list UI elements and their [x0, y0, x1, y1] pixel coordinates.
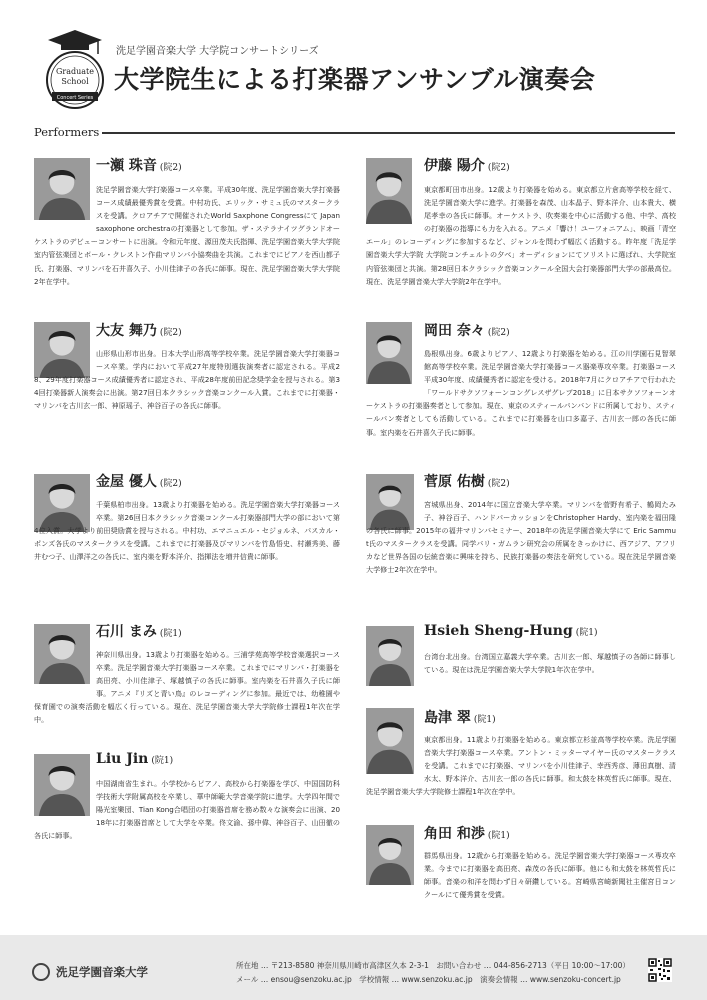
concert-series-label: 洗足学園音楽大学 大学院コンサートシリーズ — [116, 46, 319, 57]
university-name: 洗足学園音楽大学 — [56, 965, 148, 979]
photo-wrap-spacer — [366, 498, 424, 524]
graduate-school-logo — [44, 28, 106, 112]
performer-bio: 神奈川県出身。13歳より打楽器を始める。三浦学苑高等学校音楽選択コース卒業。洗足学園音楽大学打楽器コース卒業。これまでにマリンバ・打楽器を高田亮、小川佳津子、塚越慎子の各氏に師事。室内楽を石井喜久子氏に師事。アニメ『リズと青い鳥』のレコーディングに参加。最近では、幼稚園や保育園での演奏活動を幅広く行っている。現在、洗足学園音楽大学大学院修士課程1年次在学中。 — [34, 650, 340, 725]
university-logo-icon — [32, 963, 50, 981]
contact-info: 所在地 … 〒213-8580 神奈川県川崎市高津区久本 2-3-1 お問い合わせ … 044-856-2713（平日 10:00〜17:00） — [236, 961, 630, 970]
photo-wrap-spacer — [366, 347, 424, 386]
performer-name: 伊藤 陽介 (院2) — [424, 158, 510, 174]
svg-text:Concert Series: Concert Series — [56, 95, 94, 101]
performer-bio: 島根県出身。6歳よりピアノ、12歳より打楽器を始める。江の川学園石見智翠館高等学校卒業。洗足学園音楽大学打楽器コース器楽専攻卒業。打楽器コース平成30年度、成績優秀者に認定を受ける。2018年7月にクロアチアで行われた「ワールドサクソフォーンコングレスザグレブ2018」に日本サクソフォーンオーケストラの打楽器奏者として参加。現在、東京のスティールパンバンドに所属しており、スティールパン奏者としても活動している。これまでに打楽器を山口多嘉子、古川玄一郎の各氏に師事。室内楽を石井喜久子氏に師事。 — [366, 349, 676, 437]
web-info: メール … ensou@senzoku.ac.jp 学校情報 … www.senzoku.ac.jp 演奏会情報 … www.senzoku-concert.jp — [236, 975, 621, 984]
section-label: Performers — [34, 125, 100, 139]
photo-wrap-spacer — [366, 733, 424, 772]
photo-wrap-spacer — [34, 648, 96, 687]
performer-name: Liu Jin (院1) — [96, 751, 174, 767]
photo-wrap-spacer — [366, 849, 424, 888]
performer-bio: 宮城県出身、2014年に国立音楽大学卒業。マリンバを菅野有希子、鶴岡たみ子、神谷百子、ハンドパーカッションをChristopher Hardy、室内楽を福田隆の各氏に師事。2015年の福井マリンバセミナー、2018年の洗足学園音楽大学にて Eric Sammut氏のマスタークラスを受講。同学バリ・ガムラン研究会の所属をきっかけに、西アジア、アフリカなど世界各国の伝統音楽に興味を持ち、民族打楽器の奏法を研究している。現在洗足学園音楽大学修士2年次在学中。 — [366, 500, 676, 575]
performer-bio: 千葉県柏市出身。13歳より打楽器を始める。洗足学園音楽大学打楽器コース卒業。第26回日本クラシック音楽コンクール打楽器部門大学の部において第4位入賞。大学より前田奨励賞を授与される。中村功、エマニュエル・セジョルネ、パスカル・ポンズ各氏のマスタークラスを受講。これまでに打楽器及びマリンバを竹島悟史、村瀬秀美、藤井むつ子、山澤洋之の各氏に、室内楽を野本洋介、指揮法を増井信貴に師事。 — [34, 500, 340, 562]
performer-name: Hsieh Sheng-Hung (院1) — [424, 623, 598, 639]
page-title: 大学院生による打楽器アンサンブル演奏会 — [114, 65, 596, 94]
performer-bio: 群馬県出身。12歳から打楽器を始める。洗足学園音楽大学打楽器コース専攻卒業。今までに打楽器を高田亮、森茂の各氏に師事。他にも和太鼓を林英哲氏に師事。音楽の和洋を問わず日々研鑽している。宮崎県宮崎新聞社主催宮日コンクールにて優秀賞を受賞。 — [366, 849, 676, 901]
performer-name: 角田 和渉 (院1) — [424, 826, 510, 842]
section-divider — [102, 132, 675, 134]
performer-name: 大友 舞乃 (院2) — [96, 323, 182, 339]
footer — [0, 935, 707, 1000]
photo-wrap-spacer — [34, 498, 96, 524]
performer-bio: 中国湖南省生まれ。小学校からピアノ、高校から打楽器を学び、中国国防科学技術大学附属高校を卒業し、華中師範大学音楽学院に進学。大学四年間で陽光室樂団、Tian Kong合唱団の打楽器首席を務め数々な演奏会に出演、2018年に打楽器首席として大学を卒業。佟文渝、孫中偉、神谷百子、山田徹の各氏に師事。 — [34, 779, 340, 841]
photo-wrap-spacer — [34, 777, 96, 816]
performer-name: 岡田 奈々 (院2) — [424, 323, 510, 339]
performer-bio: 東京都町田市出身。12歳より打楽器を始める。東京都立片倉高等学校を経て、洗足学園音楽大学に進学。打楽器を森茂、山本晶子、野本洋介、山本貴大、横尾孝幸の各氏に師事。オーケストラ、吹奏楽を中心に活動する他、中学、高校の打楽器の指導にも力を入れる。アニメ「響け！ユーフォニアム」、映画「青空エール」のレコーディングに参加するなど、ジャンルを問わず幅広く活動する。昨年度「洗足学園音楽大学大学院 大学院コンチェルトの夕べ」オーディションにてソリストに選ばれ、大学院室内管弦楽団と共演。第28回日本クラシック音楽コンクール全国大会打楽器部門大学の部最高位。現在、洗足学園音楽大学大学院2年在学中。 — [366, 185, 676, 286]
performer-name: 金屋 優人 (院2) — [96, 474, 182, 490]
performer-name: 菅原 佑樹 (院2) — [424, 474, 510, 490]
performer-bio: 山形県山形市出身。日本大学山形高等学校卒業。洗足学園音楽大学打楽器コース卒業。学内において平成27年度特別選抜演奏者に認定される。平成28、29年度打楽器コース成績優秀者に認定され、平成28年度前田記念奨学金を授与される。第34回打楽器新人演奏会に出演。第27回日本クラシック音楽コンクール入賞。これまでに打楽器・マリンバを古川玄一郎、神原瑶子、神谷百子の各氏に師事。 — [34, 349, 340, 411]
performer-name: 一瀬 珠音 (院2) — [96, 158, 182, 174]
performer-bio: 台湾台北出身。台湾国立嘉義大学卒業。古川玄一郎、塚越慎子の各師に師事している。現在は洗足学園音楽大学大学院1年次在学中。 — [366, 650, 676, 676]
performer-bio: 東京都出身。11歳より打楽器を始める。東京都立杉並高等学校卒業。洗足学園音楽大学打楽器コース卒業。アントン・ミッターマイヤー氏のマスタークラスを受講。これまでに打楽器、マリンバを小川佳津子、幸西秀彦、薄田真樹、清水太、野本洋介、古川玄一郎の各氏に師事。和太鼓を林英哲氏に師事。現在、洗足学園音楽大学大学院修士課程1年次在学中。 — [366, 735, 676, 797]
photo-wrap-spacer — [34, 183, 96, 222]
photo-wrap-spacer — [366, 183, 424, 222]
performer-name: 石川 まみ (院1) — [96, 624, 182, 640]
svg-text:School: School — [61, 77, 89, 86]
header — [0, 0, 707, 120]
svg-text:Graduate: Graduate — [56, 67, 94, 76]
photo-wrap-spacer — [366, 650, 424, 676]
performer-name: 島津 翠 (院1) — [424, 710, 496, 726]
photo-wrap-spacer — [34, 347, 96, 373]
performer-bio: 洗足学園音楽大学打楽器コース卒業。平成30年度、洗足学園音楽大学打楽器コース成績最優秀賞を受賞。中村功氏、エリック・サミュ氏のマスタークラスを受講。クロアチアで開催されたWorld Saxphone Congressにて Japan saxophone orchestraの打楽器として参加。ザ・ステラナイツグランドオーケストラのデビューコンサートに出演。令和元年度、源田茂夫氏指揮、洗足学園音楽大学大学院室内管弦楽団とボール・クレストン作曲マリンバ小協奏曲を共演。これまでにピアノを西山都子氏、打楽器、マリンバを石井喜久子、小川佳津子の各氏に師事。現在、洗足学園音楽大学大学院2年在学中。 — [34, 185, 340, 286]
qr-code-icon — [648, 958, 672, 982]
